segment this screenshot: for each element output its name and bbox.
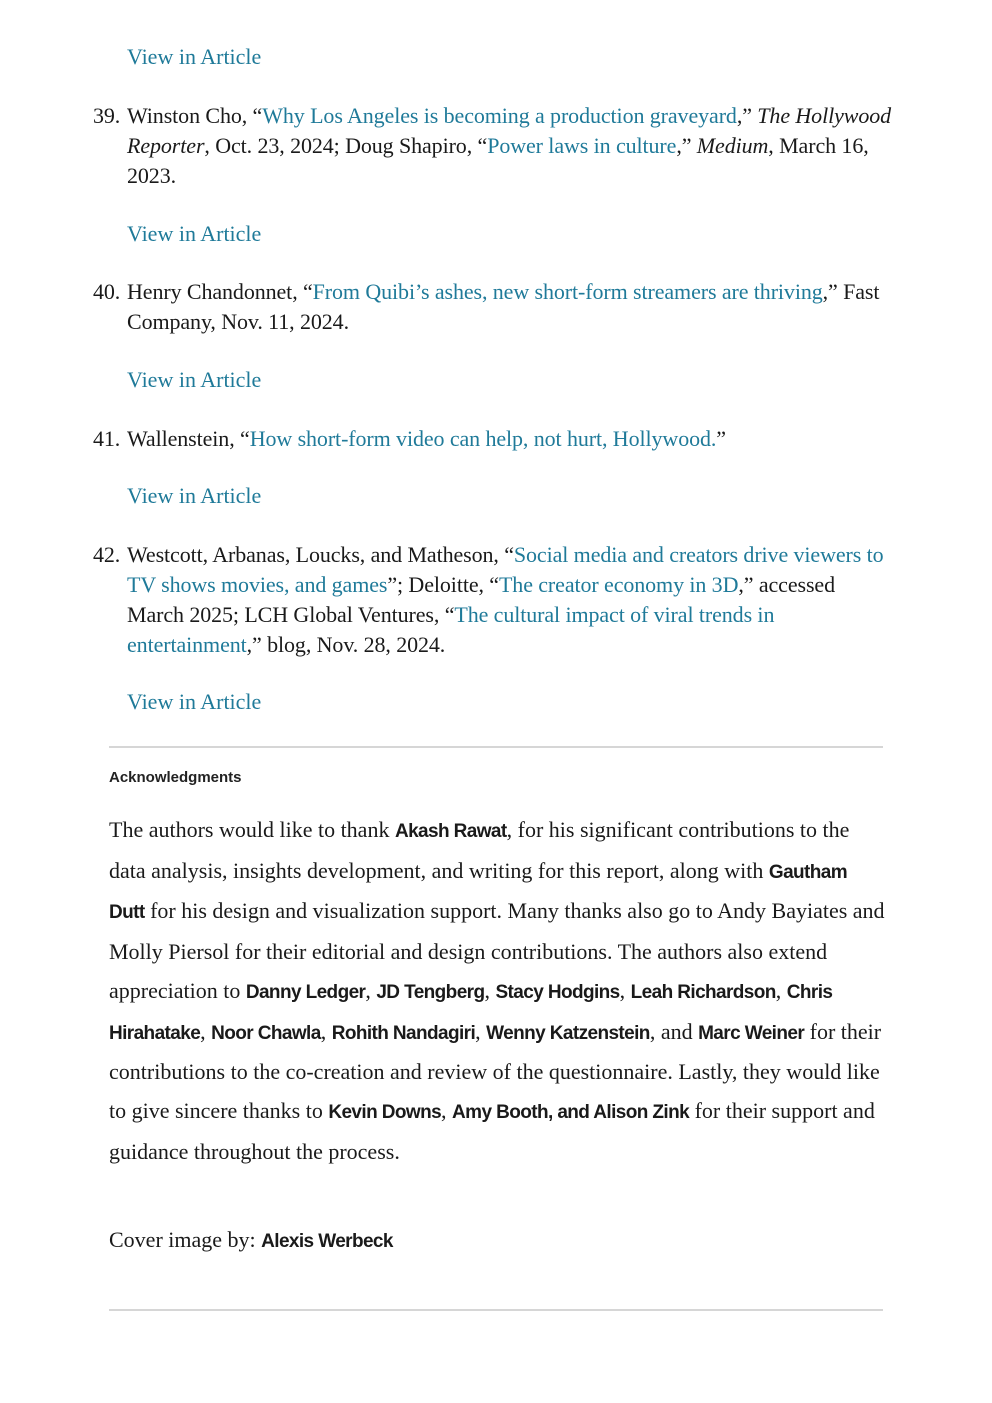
citation-link[interactable]: Social media and creators drive viewers to TV shows movies, and games: [127, 542, 884, 597]
text-run: ,: [320, 1018, 332, 1044]
text-run: ,: [484, 977, 496, 1003]
citation-link[interactable]: Why Los Angeles is becoming a production graveyard: [262, 103, 737, 128]
endnote-number: 41.: [93, 426, 121, 451]
citation-link[interactable]: From Quibi’s ashes, new short-form streamers are thriving: [312, 279, 823, 304]
contributor-name: Rohith Nandagiri: [331, 1022, 476, 1044]
citation-link[interactable]: How short-form video can help, not hurt, Hollywood.: [249, 426, 717, 451]
publication-title: Medium: [696, 133, 769, 158]
text-run: , for his significant contributions to the data analysis, insights development, and writing for this report, along with: [109, 817, 850, 883]
view-in-article-link[interactable]: View in Article: [127, 221, 262, 246]
endnote-text: [127, 101, 893, 191]
endnote-39: [93, 101, 893, 191]
text-run: Henry Chandonnet, “: [127, 279, 313, 304]
text-run: ,: [619, 977, 631, 1003]
cover-image-label: Cover image by:: [109, 1227, 262, 1252]
contributor-name: JD Tengberg: [376, 981, 485, 1003]
contributor-name: Wenny Katzenstein: [486, 1022, 650, 1044]
endnote-42: [93, 540, 893, 660]
citation-link[interactable]: Power laws in culture: [487, 133, 677, 158]
section-divider: [109, 746, 883, 748]
text-run: for their contributions to the co-creation and review of the questionnaire. Lastly, they would like to give sincere thanks to: [109, 1018, 882, 1123]
text-run: , and: [649, 1018, 699, 1044]
text-run: ,: [365, 977, 377, 1003]
endnote-number: 40.: [93, 279, 121, 304]
view-in-article-link[interactable]: View in Article: [127, 483, 262, 508]
text-run: ,: [200, 1018, 212, 1044]
text-run: Westcott, Arbanas, Loucks, and Matheson, “: [127, 542, 514, 567]
contributor-name: Leah Richardson: [630, 981, 776, 1003]
citation-link[interactable]: The creator economy in 3D: [498, 572, 739, 597]
view-in-article-link[interactable]: View in Article: [127, 367, 262, 392]
text-run: ”: [716, 426, 726, 451]
view-in-article-link[interactable]: View in Article: [127, 44, 262, 69]
contributor-name: Chris Hirahatake: [109, 981, 833, 1044]
text-run: ,”: [736, 103, 758, 128]
text-run: ,” blog, Nov. 28, 2024.: [246, 632, 446, 657]
text-run: ,: [775, 977, 787, 1003]
text-run: ,: [441, 1097, 453, 1123]
text-run: ”; Deloitte, “: [387, 572, 499, 597]
endnote-number: 39.: [93, 103, 121, 128]
text-run: , Oct. 23, 2024; Doug Shapiro, “: [204, 133, 488, 158]
text-run: ,”: [676, 133, 697, 158]
text-run: The authors would like to thank: [109, 817, 395, 842]
section-divider: [109, 1309, 883, 1311]
text-run: ,: [475, 1018, 487, 1044]
endnote-number: 42.: [93, 542, 121, 567]
endnote-text: [127, 277, 893, 337]
endnote-text: [127, 540, 893, 660]
contributor-name: Stacy Hodgins: [495, 981, 620, 1003]
publication-title: The Hollywood Reporter: [127, 103, 892, 158]
endnote-40: [93, 277, 893, 337]
contributor-name: Danny Ledger: [245, 981, 366, 1003]
text-run: ,” accessed March 2025; LCH Global Ventures, “: [127, 572, 835, 627]
endnote-text: [127, 424, 893, 454]
acknowledgments-paragraph: [109, 811, 885, 1171]
text-run: for their support and guidance throughout the process.: [109, 1097, 875, 1164]
contributor-name: Akash Rawat: [394, 821, 507, 842]
contributor-name: Noor Chawla: [211, 1022, 321, 1044]
acknowledgments-heading: Acknowledgments: [109, 769, 242, 786]
citation-link[interactable]: The cultural impact of viral trends in entertainment: [127, 602, 775, 657]
text-run: ,” Fast Company, Nov. 11, 2024.: [127, 279, 880, 334]
contributor-name: Gautham Dutt: [109, 861, 848, 924]
text-run: Wallenstein, “: [127, 426, 250, 451]
text-run: , March 16, 2023.: [127, 133, 869, 188]
cover-image-artist: Alexis Werbeck: [261, 1231, 393, 1252]
view-in-article-link[interactable]: View in Article: [127, 689, 262, 714]
text-run: for his design and visualization support. Many thanks also go to Andy Bayiates and Molly Piersol for their editorial and design contributions. The authors also extend appreciation to: [109, 898, 885, 1003]
endnote-41: [93, 424, 893, 454]
contributor-name: Marc Weiner: [698, 1022, 805, 1044]
contributor-name: Kevin Downs: [328, 1101, 442, 1123]
contributor-name: Amy Booth, and Alison Zink: [452, 1101, 690, 1123]
cover-image-credit: [109, 1224, 393, 1258]
text-run: Winston Cho, “: [127, 103, 263, 128]
